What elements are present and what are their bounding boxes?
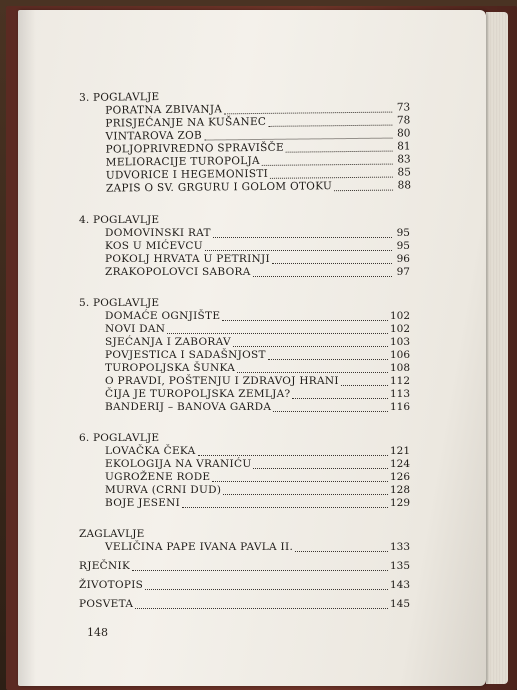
chapter-heading: 5. POGLAVLJE — [79, 297, 160, 309]
page-gutter-shadow — [18, 10, 36, 686]
entry-title: LOVAČKA ČEKA — [105, 445, 196, 457]
toc-entry — [65, 349, 410, 362]
entry-title: ZRAKOPOLOVCI SABORA — [105, 266, 251, 278]
entry-title: TUROPOLJSKA ŠUNKA — [105, 362, 236, 374]
entry-title: POSVETA — [79, 598, 134, 610]
dot-leader — [204, 130, 393, 141]
toc-extra-entry — [65, 598, 410, 611]
entry-page: 102 — [389, 323, 410, 335]
spacer — [65, 510, 410, 528]
entry-page: 73 — [396, 101, 411, 114]
entry-page: 108 — [389, 362, 410, 374]
entry-page: 96 — [396, 253, 410, 265]
entry-title: SJEĆANJA I ZABORAV — [105, 336, 231, 348]
dot-leader — [295, 543, 388, 552]
entry-title: MURVA (CRNI DUD) — [105, 484, 222, 496]
table-of-contents — [65, 92, 410, 611]
entry-page: 95 — [396, 240, 410, 252]
entry-page: 113 — [389, 388, 410, 400]
toc-entry — [65, 240, 410, 253]
dot-leader — [233, 338, 388, 347]
entry-title: VELIČINA PAPE IVANA PAVLA II. — [105, 541, 294, 553]
entry-title: UGROŽENE RODE — [105, 471, 211, 483]
toc-entry — [65, 388, 410, 401]
dot-leader — [253, 460, 387, 469]
dot-leader — [270, 169, 393, 179]
entry-page: 83 — [397, 153, 411, 166]
dot-leader — [205, 242, 392, 251]
toc-entry — [65, 362, 410, 375]
dot-leader — [286, 143, 393, 153]
dot-leader — [268, 117, 392, 127]
entry-title: MELIORACIJE TUROPOLJA — [105, 154, 260, 169]
entry-title: RJEČNIK — [79, 560, 131, 572]
entry-title: O PRAVDI, POŠTENJU I ZDRAVOJ HRANI — [105, 375, 339, 387]
entry-title: EKOLOGIJA NA VRANIĆU — [105, 458, 252, 470]
spacer — [65, 196, 410, 214]
toc-entry — [66, 179, 411, 196]
entry-title: ZAPIS O SV. GRGURU I GOLOM OTOKU — [105, 180, 333, 195]
entry-title: NOVI DAN — [105, 323, 166, 335]
entry-page: 124 — [389, 458, 410, 470]
entry-page: 135 — [389, 560, 410, 572]
toc-entry — [65, 375, 410, 388]
toc-entry — [65, 310, 410, 323]
entry-title: BANDERIJ – BANOVA GARDA — [105, 401, 272, 413]
toc-entry — [65, 445, 410, 458]
entry-title: VINTAROVA ZOB — [105, 129, 203, 143]
dot-leader — [272, 255, 392, 264]
dot-leader — [213, 229, 392, 238]
chapter-3 — [65, 88, 411, 196]
entry-page: 97 — [396, 266, 410, 278]
entry-page: 103 — [389, 336, 410, 348]
toc-entry — [65, 336, 410, 349]
toc-extra-entry — [65, 579, 410, 592]
entry-page: 133 — [389, 541, 410, 553]
entry-title: POKOLJ HRVATA U PETRINJI — [105, 253, 270, 265]
toc-entry — [65, 227, 410, 240]
dot-leader — [341, 377, 388, 386]
entry-title: POLJOPRIVREDNO SPRAVIŠČE — [105, 141, 285, 156]
toc-entry — [65, 401, 410, 414]
chapter-heading: 6. POGLAVLJE — [79, 432, 160, 444]
chapter-5 — [65, 297, 410, 414]
entry-title: UDVORICE I HEGEMONISTI — [105, 167, 269, 182]
entry-title: PRISJEĆANJE NA KUŠANEC — [105, 115, 267, 130]
entry-page: 145 — [389, 598, 410, 610]
entry-title: DOMAĆE OGNJIŠTE — [105, 310, 221, 322]
toc-entry — [65, 484, 410, 497]
toc-extra-entry — [65, 560, 410, 573]
toc-entry — [65, 541, 410, 554]
dot-leader — [223, 486, 388, 495]
dot-leader — [262, 156, 393, 166]
page-number: 148 — [87, 626, 108, 639]
dot-leader — [145, 581, 388, 590]
dot-leader — [182, 499, 388, 508]
dot-leader — [292, 390, 387, 399]
entry-page: 116 — [389, 401, 410, 413]
chapter-4 — [65, 214, 410, 279]
dot-leader — [132, 562, 388, 571]
entry-title: PORATNA ZBIVANJA — [105, 103, 223, 117]
dot-leader — [167, 325, 388, 334]
spacer — [65, 279, 410, 297]
closing-heading: ZAGLAVLJE — [79, 528, 145, 540]
entry-title: ČIJA JE TUROPOLJSKA ZEMLJA? — [105, 388, 291, 400]
closing-section — [65, 528, 410, 554]
entry-page: 129 — [389, 497, 410, 509]
entry-page: 112 — [389, 375, 410, 387]
toc-entry — [65, 253, 410, 266]
entry-page: 126 — [389, 471, 410, 483]
entry-title: ŽIVOTOPIS — [79, 579, 144, 591]
entry-page: 143 — [389, 579, 410, 591]
entry-page: 95 — [396, 227, 410, 239]
dot-leader — [268, 351, 388, 360]
chapter-6 — [65, 432, 410, 510]
chapter-heading: 4. POGLAVLJE — [79, 214, 160, 226]
entry-page: 106 — [389, 349, 410, 361]
dot-leader — [334, 182, 393, 192]
chapter-heading: 3. POGLAVLJE — [78, 91, 160, 104]
toc-entry — [65, 458, 410, 471]
dot-leader — [253, 268, 392, 277]
entry-title: BOJE JESENI — [105, 497, 181, 509]
toc-entry — [65, 497, 410, 510]
entry-page: 102 — [389, 310, 410, 322]
entry-page: 80 — [397, 127, 411, 140]
dot-leader — [135, 600, 388, 609]
spacer — [65, 414, 410, 432]
entry-title: DOMOVINSKI RAT — [105, 227, 211, 239]
dot-leader — [237, 364, 388, 373]
toc-entry — [65, 471, 410, 484]
dot-leader — [222, 312, 388, 321]
toc-entry — [65, 266, 410, 279]
entry-page: 128 — [389, 484, 410, 496]
dot-leader — [198, 447, 388, 456]
dot-leader — [212, 473, 388, 482]
dot-leader — [273, 403, 388, 412]
entry-page: 85 — [397, 166, 411, 179]
entry-page: 78 — [396, 114, 411, 127]
entry-page: 88 — [397, 179, 412, 192]
page-edges — [486, 12, 508, 684]
entry-title: KOS U MIĆEVCU — [105, 240, 203, 252]
entry-page: 81 — [397, 140, 411, 153]
entry-page: 121 — [389, 445, 410, 457]
entry-title: POVJESTICA I SADAŠNJOST — [105, 349, 266, 361]
dot-leader — [224, 104, 392, 115]
toc-entry — [65, 323, 410, 336]
